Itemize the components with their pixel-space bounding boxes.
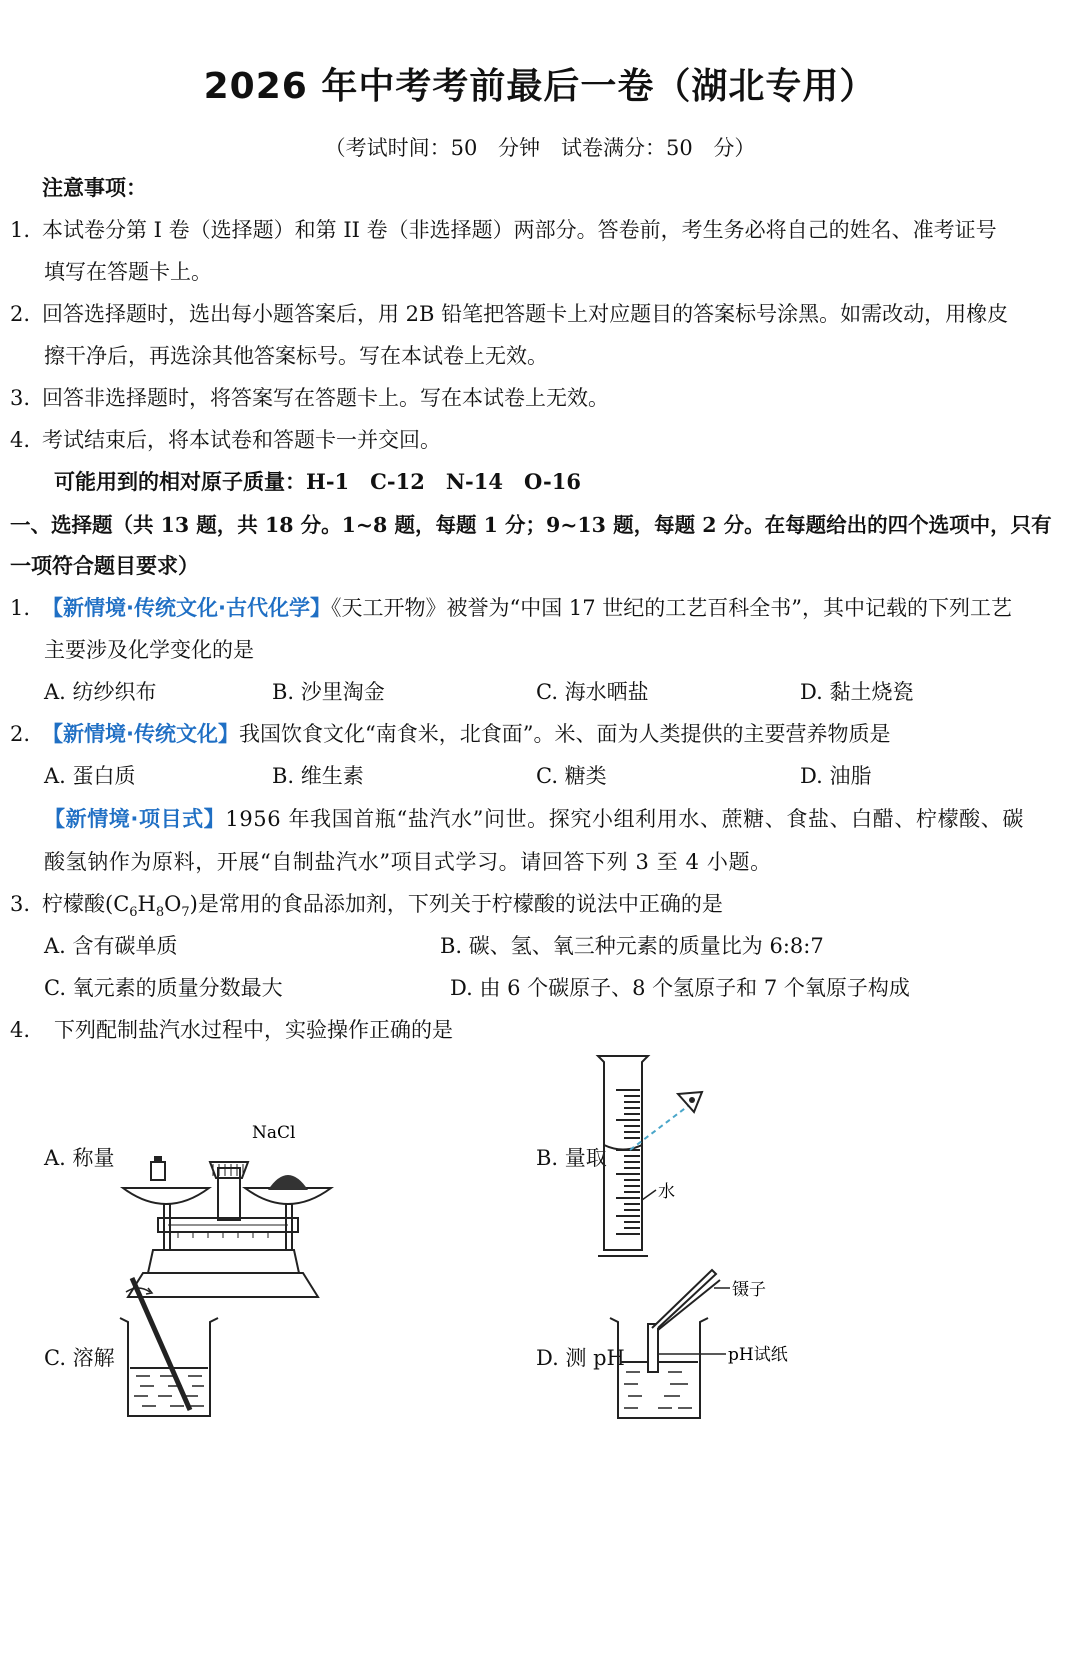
q3-option-d[interactable]: D. 由 6 个碳原子、8 个氢原子和 7 个氧原子构成 bbox=[450, 976, 910, 1000]
question-text: )是常用的食品添加剂，下列关于柠檬酸的说法中正确的是 bbox=[189, 892, 723, 916]
ph-paper-label: pH试纸 bbox=[728, 1345, 788, 1365]
question-tag: 【新情境·传统文化】 bbox=[42, 722, 239, 746]
section-heading-cont: 一项符合题目要求） bbox=[10, 553, 199, 578]
context-paragraph bbox=[44, 803, 1024, 833]
question-2 bbox=[10, 718, 890, 748]
question-text: 下列配制盐汽水过程中，实验操作正确的是 bbox=[54, 1018, 453, 1042]
question-3 bbox=[10, 888, 723, 920]
nacl-label: NaCl bbox=[252, 1123, 296, 1143]
q2-option-b[interactable]: B. 维生素 bbox=[272, 764, 364, 788]
q4-option-a[interactable]: A. 称量 bbox=[44, 1146, 115, 1170]
context-tag: 【新情境·项目式】 bbox=[44, 807, 226, 831]
q4-option-d[interactable]: D. 测 pH bbox=[536, 1346, 625, 1370]
question-text: 柠檬酸(C bbox=[42, 892, 130, 916]
ph-test-figure bbox=[608, 1262, 808, 1422]
question-1 bbox=[10, 592, 1012, 622]
q1-option-a[interactable]: A. 纺纱织布 bbox=[44, 680, 157, 704]
section-heading: 一、选择题（共 13 题，共 18 分。1~8 题，每题 1 分；9~13 题，每题 2 分。在每题给出的四个选项中，只有 bbox=[10, 513, 1052, 537]
note-text: 本试卷分第 I 卷（选择题）和第 II 卷（非选择题）两部分。答卷前，考生务必将自己的姓名、准考证号 bbox=[42, 218, 997, 242]
subscript: 7 bbox=[181, 905, 190, 921]
note-num: 4. bbox=[10, 428, 31, 452]
question-1-cont: 主要涉及化学变化的是 bbox=[44, 638, 254, 662]
notes-heading: 注意事项： bbox=[42, 176, 147, 200]
q4-option-b[interactable]: B. 量取 bbox=[536, 1146, 607, 1170]
note-item-4 bbox=[10, 424, 441, 454]
q1-option-c[interactable]: C. 海水晒盐 bbox=[536, 680, 649, 704]
context-text: 1956 年我国首瓶“盐汽水”问世。探究小组利用水、蔗糖、食盐、白醋、柠檬酸、碳 bbox=[225, 807, 1024, 831]
note-item-2 bbox=[10, 298, 1008, 328]
q3-option-a[interactable]: A. 含有碳单质 bbox=[44, 934, 178, 958]
question-num: 3. bbox=[10, 892, 31, 916]
note-item-1-cont: 填写在答题卡上。 bbox=[44, 260, 212, 284]
q4-option-c[interactable]: C. 溶解 bbox=[44, 1346, 115, 1370]
note-text: 回答非选择题时，将答案写在答题卡上。写在本试卷上无效。 bbox=[42, 386, 609, 410]
exam-title: 2026 年中考考前最后一卷（湖北专用） bbox=[203, 66, 877, 107]
note-num: 3. bbox=[10, 386, 31, 410]
context-paragraph-cont: 酸氢钠作为原料，开展“自制盐汽水”项目式学习。请回答下列 3 至 4 小题。 bbox=[44, 850, 772, 874]
note-text: 考试结束后，将本试卷和答题卡一并交回。 bbox=[42, 428, 441, 452]
q1-option-d[interactable]: D. 黏土烧瓷 bbox=[800, 680, 914, 704]
q2-option-d[interactable]: D. 油脂 bbox=[800, 764, 872, 788]
water-label: 水 bbox=[658, 1182, 675, 1202]
note-item-3 bbox=[10, 382, 609, 412]
subscript: 8 bbox=[155, 905, 165, 921]
question-text: H bbox=[137, 892, 156, 916]
subscript: 6 bbox=[129, 905, 138, 921]
q1-option-b[interactable]: B. 沙里淘金 bbox=[272, 680, 385, 704]
question-text: 我国饮食文化“南食米，北食面”。米、面为人类提供的主要营养物质是 bbox=[238, 722, 891, 746]
note-text: 回答选择题时，选出每小题答案后，用 2B 铅笔把答题卡上对应题目的答案标号涂黑。如需改动，用橡皮 bbox=[42, 302, 1009, 326]
note-item-2-cont: 擦干净后，再选涂其他答案标号。写在本试卷上无效。 bbox=[44, 344, 548, 368]
tweezers-label: 镊子 bbox=[732, 1280, 766, 1300]
note-num: 2. bbox=[10, 302, 31, 326]
q3-option-c[interactable]: C. 氧元素的质量分数最大 bbox=[44, 976, 283, 1000]
question-text: O bbox=[164, 892, 182, 916]
question-text: 《天工开物》被誉为“中国 17 世纪的工艺百科全书”，其中记载的下列工艺 bbox=[330, 596, 1013, 620]
q2-option-c[interactable]: C. 糖类 bbox=[536, 764, 607, 788]
question-num: 4. bbox=[10, 1018, 31, 1042]
note-num: 1. bbox=[10, 218, 31, 242]
atomic-mass-line: 可能用到的相对原子质量：H-1 C-12 N-14 O-16 bbox=[54, 469, 581, 494]
question-tag: 【新情境·传统文化·古代化学】 bbox=[42, 596, 331, 620]
question-num: 1. bbox=[10, 596, 31, 620]
q2-option-a[interactable]: A. 蛋白质 bbox=[44, 764, 136, 788]
graduated-cylinder-figure bbox=[590, 1050, 740, 1260]
question-4 bbox=[10, 1014, 453, 1044]
dissolving-beaker-figure bbox=[118, 1270, 228, 1420]
note-item-1 bbox=[10, 214, 997, 244]
q3-option-b[interactable]: B. 碳、氢、氧三种元素的质量比为 6:8:7 bbox=[440, 934, 824, 958]
question-num: 2. bbox=[10, 722, 31, 746]
exam-subtitle: （考试时间：50 分钟 试卷满分：50 分） bbox=[324, 136, 756, 160]
